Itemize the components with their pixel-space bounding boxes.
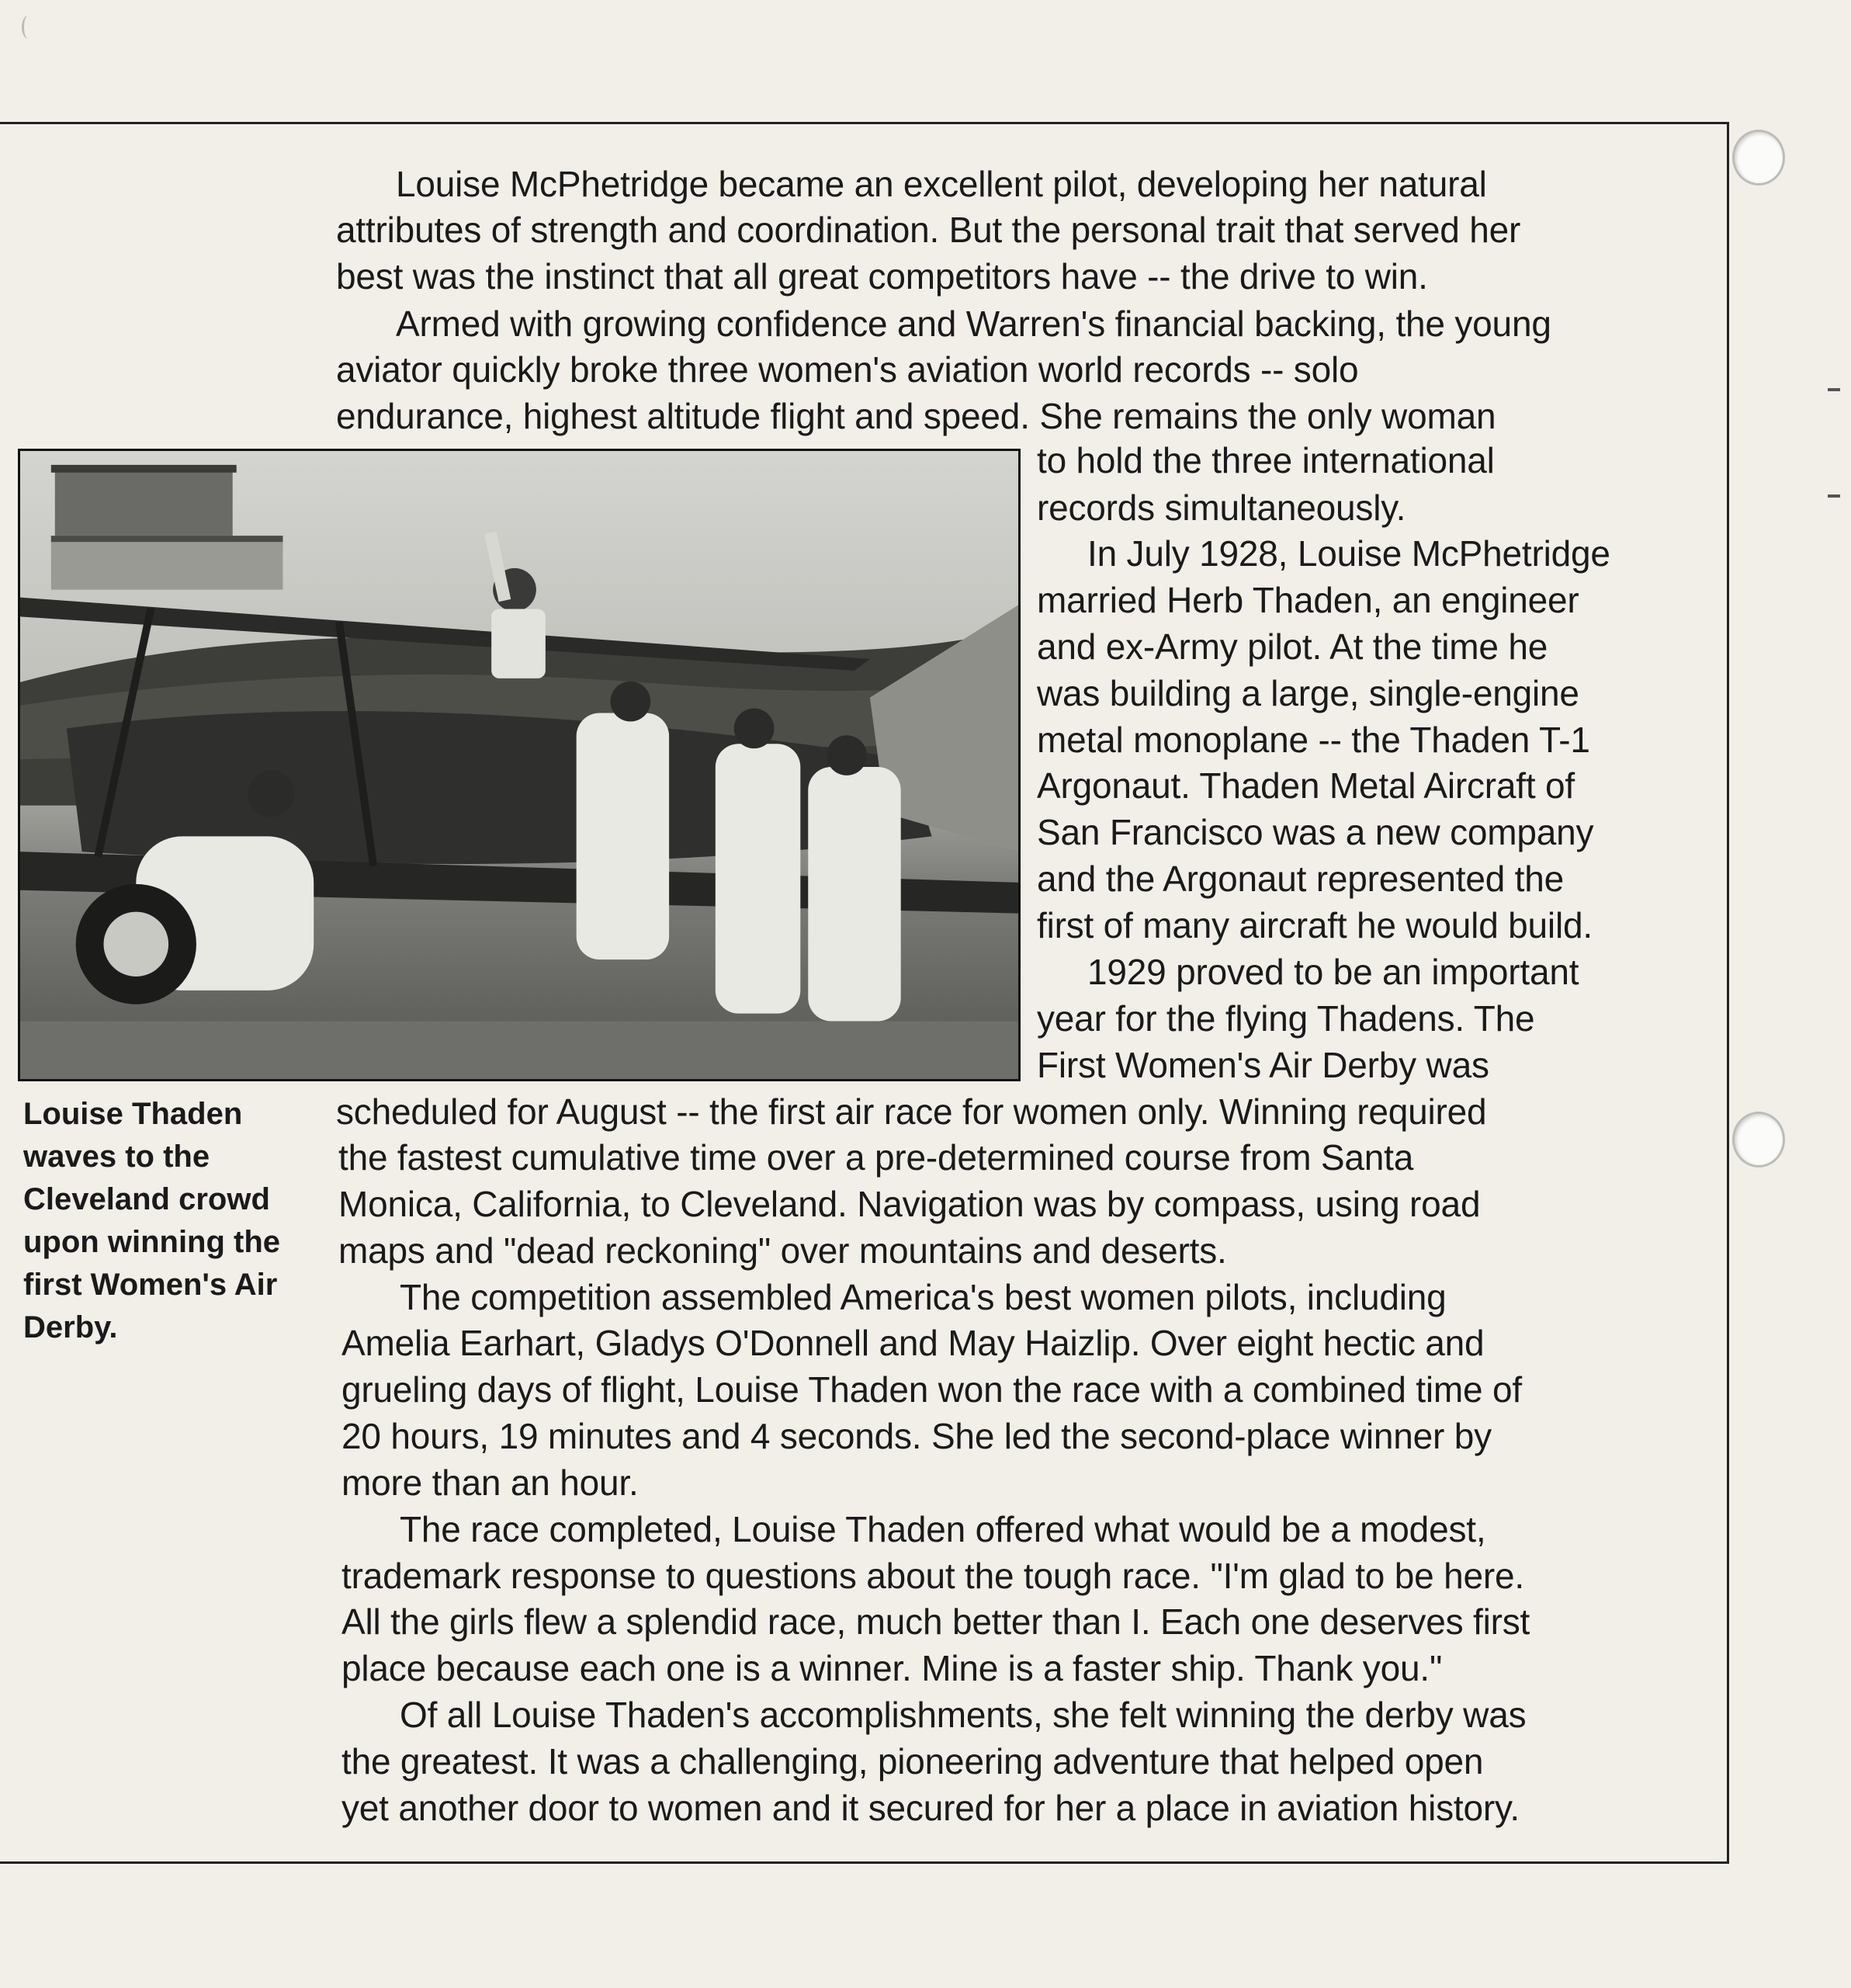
- article-line: endurance, highest altitude flight and speed. She remains the only woman: [336, 396, 1496, 436]
- photo-caption: [23, 1093, 334, 1349]
- article-line: more than an hour.: [341, 1462, 639, 1503]
- article-line: The race completed, Louise Thaden offered what would be a modest,: [400, 1509, 1486, 1549]
- binder-hole-top: [1732, 130, 1785, 186]
- article-line: Louise McPhetridge became an excellent pilot, developing her natural: [396, 164, 1487, 204]
- binder-hole-bottom: [1732, 1112, 1785, 1167]
- article-line: grueling days of flight, Louise Thaden won the race with a combined time of: [341, 1369, 1522, 1410]
- caption-line: waves to the: [23, 1140, 210, 1174]
- article-line: aviator quickly broke three women's aviation world records -- solo: [336, 349, 1359, 390]
- article-line: The competition assembled America's best women pilots, including: [400, 1277, 1447, 1317]
- article-line: to hold the three international: [1037, 440, 1495, 481]
- article-line: First Women's Air Derby was: [1037, 1045, 1489, 1085]
- article-line: trademark response to questions about the tough race. "I'm glad to be here.: [341, 1556, 1524, 1596]
- article-line: 1929 proved to be an important: [1087, 952, 1579, 992]
- article-line: was building a large, single-engine: [1037, 673, 1579, 713]
- article-line: In July 1928, Louise McPhetridge: [1087, 533, 1610, 574]
- article-line: San Francisco was a new company: [1037, 812, 1594, 852]
- article-line: best was the instinct that all great competitors have -- the drive to win.: [336, 256, 1428, 297]
- caption-line: Derby.: [23, 1310, 118, 1344]
- caption-line: first Women's Air: [23, 1268, 278, 1302]
- margin-mark: [1828, 494, 1840, 498]
- air-derby-photo: [18, 449, 1021, 1081]
- article-line: married Herb Thaden, an engineer: [1037, 580, 1579, 620]
- caption-line: Louise Thaden: [23, 1097, 243, 1131]
- article-line: All the girls flew a splendid race, much better than I. Each one deserves first: [341, 1601, 1530, 1642]
- caption-line: upon winning the: [23, 1225, 281, 1259]
- scan-smudge: [22, 16, 35, 39]
- article-line: Of all Louise Thaden's accomplishments, she felt winning the derby was: [400, 1695, 1527, 1735]
- article-line: scheduled for August -- the first air race for women only. Winning required: [336, 1091, 1487, 1132]
- margin-mark: [1828, 388, 1840, 391]
- article-line: the greatest. It was a challenging, pioneering adventure that helped open: [341, 1741, 1484, 1782]
- article-line: year for the flying Thadens. The: [1037, 998, 1535, 1039]
- article-line: attributes of strength and coordination. But the personal trait that served her: [336, 210, 1521, 250]
- article-line: metal monoplane -- the Thaden T-1: [1037, 720, 1590, 760]
- caption-line: Cleveland crowd: [23, 1182, 270, 1216]
- article-line: Monica, California, to Cleveland. Navigation was by compass, using road: [338, 1184, 1481, 1224]
- photo-illustration: [20, 451, 1018, 1079]
- article-line: yet another door to women and it secured for her a place in aviation history.: [341, 1788, 1520, 1828]
- article-line: the fastest cumulative time over a pre-determined course from Santa: [338, 1137, 1414, 1178]
- article-line: records simultaneously.: [1037, 487, 1406, 528]
- article-line: Amelia Earhart, Gladys O'Donnell and May Haizlip. Over eight hectic and: [341, 1323, 1485, 1363]
- article-line: and ex-Army pilot. At the time he: [1037, 626, 1548, 667]
- article-line: place because each one is a winner. Mine is a faster ship. Thank you.": [341, 1648, 1443, 1688]
- article-line: Argonaut. Thaden Metal Aircraft of: [1037, 765, 1575, 806]
- article-line: and the Argonaut represented the: [1037, 859, 1565, 899]
- article-line: first of many aircraft he would build.: [1037, 905, 1593, 945]
- article-line: Armed with growing confidence and Warren's financial backing, the young: [396, 304, 1551, 344]
- article-line: 20 hours, 19 minutes and 4 seconds. She led the second-place winner by: [341, 1416, 1492, 1456]
- article-line: maps and "dead reckoning" over mountains and deserts.: [338, 1230, 1227, 1271]
